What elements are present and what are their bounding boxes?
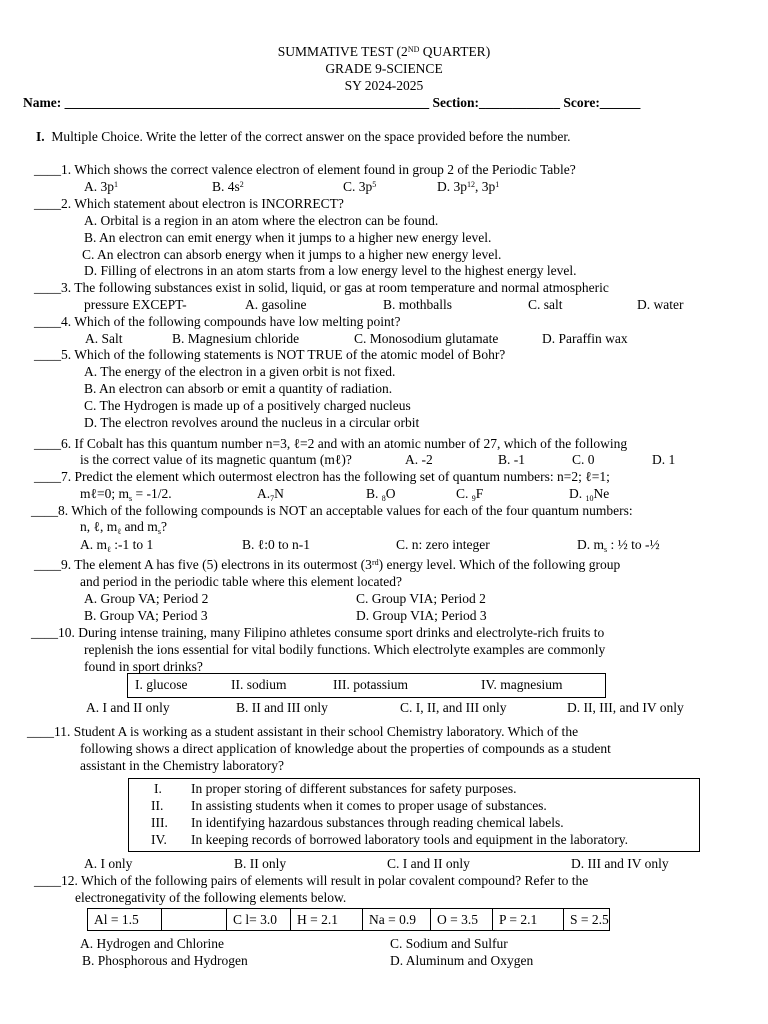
- question-3-stem: ____3. The following substances exist in solid, liquid, or gas at room temperature and normal atmospheric: [34, 280, 609, 295]
- list-item-number: III.: [151, 815, 168, 830]
- question-10-stem: ____10. During intense training, many Filipino athletes consume sport drinks and electrolyte-rich fruits to: [31, 625, 605, 640]
- q4-option-d: D. Paraffin wax: [542, 331, 628, 346]
- q9-option-a: A. Group VA; Period 2: [84, 591, 209, 606]
- q4-option-b: B. Magnesium chloride: [172, 331, 300, 346]
- list-item-number: II.: [151, 798, 164, 813]
- q7-option-d: D. $_{10}$Ne: [569, 486, 610, 503]
- score-label: Score:: [563, 95, 600, 110]
- question-7-stem-cont: mℓ=0; $m_s = -1/2$.: [80, 486, 172, 503]
- grade-line: GRADE 9-SCIENCE: [325, 61, 443, 76]
- electrolyte-item: I. glucose: [135, 677, 188, 692]
- list-item-number: IV.: [151, 832, 167, 847]
- question-11-stem-cont-2: assistant in the Chemistry laboratory?: [80, 758, 284, 773]
- q11-option-c: C. I and II only: [387, 856, 470, 871]
- question-9-stem-cont: and period in the periodic table where this element located?: [80, 574, 402, 589]
- q2-option-a: A. Orbital is a region in an atom where the electron can be found.: [84, 213, 439, 228]
- q1-option-d: D. $3p^{12}$, $3p^1$: [437, 179, 500, 194]
- list-item-text: In keeping records of borrowed laboratory tools and equipment in the laboratory.: [191, 832, 628, 847]
- question-5-stem: ____5. Which of the following statements is NOT TRUE of the atomic model of Bohr?: [34, 347, 506, 362]
- question-9-stem: ____9. The element A has five (5) electrons in its outermost (3rd) energy level. Which of the following group: [34, 557, 621, 572]
- question-11-stem: ____11. Student A is working as a student assistant in their school Chemistry laboratory. Which of the: [27, 724, 579, 739]
- test-title: SUMMATIVE TEST (2ND QUARTER): [277, 44, 491, 59]
- table-cell: H = 2.1: [291, 909, 363, 931]
- question-2-stem: ____2. Which statement about electron is INCORRECT?: [34, 196, 344, 211]
- table-cell: P = 2.1: [493, 909, 564, 931]
- q6-option-c: C. 0: [572, 452, 595, 467]
- question-12-stem: ____12. Which of the following pairs of elements will result in polar covalent compound? Refer to the: [34, 873, 589, 888]
- list-item-number: I.: [154, 781, 162, 796]
- list-item-text: In proper storing of different substances for safety purposes.: [191, 781, 517, 796]
- q7-option-c: C. $_9$F: [456, 486, 484, 503]
- q12-option-a: A. Hydrogen and Chlorine: [80, 936, 224, 951]
- q10-option-b: B. II and III only: [236, 700, 328, 715]
- name-field[interactable]: ______________________________________________________: [64, 95, 430, 110]
- list-item-text: In assisting students when it comes to proper usage of substances.: [191, 798, 547, 813]
- question-4-stem: ____4. Which of the following compounds have low melting point?: [34, 314, 401, 329]
- question-3-stem-cont: pressure EXCEPT-: [84, 297, 187, 312]
- q9-option-c: C. Group VIA; Period 2: [356, 591, 486, 606]
- q8-option-b: B. ℓ:0 to n-1: [242, 537, 310, 552]
- school-year: SY 2024-2025: [344, 78, 424, 93]
- list-item-text: In identifying hazardous substances through reading chemical labels.: [191, 815, 564, 830]
- q9-option-d: D. Group VIA; Period 3: [356, 608, 487, 623]
- electrolyte-item: II. sodium: [231, 677, 287, 692]
- q1-option-a: A. $3p^1$: [84, 179, 118, 194]
- q5-option-c: C. The Hydrogen is made up of a positively charged nucleus: [84, 398, 411, 413]
- q4-option-c: C. Monosodium glutamate: [354, 331, 499, 346]
- q2-option-d: D. Filling of electrons in an atom starts from a low energy level to the highest energy level.: [84, 263, 577, 278]
- q7-option-b: B. $_8$O: [366, 486, 396, 503]
- q7-option-a: $A._7N$: [257, 486, 284, 503]
- q10-option-c: C. I, II, and III only: [400, 700, 507, 715]
- q3-option-d: D. water: [637, 297, 684, 312]
- electronegativity-table: [87, 908, 610, 931]
- section-field[interactable]: ____________: [478, 95, 560, 110]
- q5-option-b: B. An electron can absorb or emit a quantity of radiation.: [84, 381, 393, 396]
- q10-option-a: A. I and II only: [86, 700, 170, 715]
- q12-option-b: B. Phosphorous and Hydrogen: [82, 953, 248, 968]
- part-instructions: I. Multiple Choice. Write the letter of the correct answer on the space provided before the number.: [36, 129, 571, 144]
- q11-option-d: D. III and IV only: [571, 856, 669, 871]
- q5-option-a: A. The energy of the electron in a given orbit is not fixed.: [84, 364, 396, 379]
- info-line: [23, 95, 640, 111]
- table-cell: C l= 3.0: [227, 909, 291, 931]
- table-cell: Al = 1.5: [88, 909, 162, 931]
- q8-option-a: A. $m_\ell$ :-1 to 1: [80, 537, 154, 554]
- question-10-stem-cont-2: found in sport drinks?: [84, 659, 203, 674]
- table-cell: O = 3.5: [431, 909, 493, 931]
- electrolyte-item: III. potassium: [333, 677, 408, 692]
- score-field[interactable]: ______: [599, 95, 641, 110]
- question-1-stem: ____1. Which shows the correct valence electron of element found in group 2 of the Periodic Table?: [34, 162, 576, 177]
- q6-option-b: B. -1: [498, 452, 525, 467]
- section-label: Section:: [432, 95, 479, 110]
- question-12-stem-cont: electronegativity of the following elements below.: [75, 890, 347, 905]
- q6-option-d: D. 1: [652, 452, 676, 467]
- electrolyte-item: IV. magnesium: [481, 677, 563, 692]
- q2-option-c: C. An electron can absorb energy when it jumps to a higher new energy level.: [82, 247, 502, 262]
- table-cell: S = 2.5: [564, 909, 610, 931]
- q4-option-a: A. Salt: [85, 331, 123, 346]
- q3-option-b: B. mothballs: [383, 297, 453, 312]
- q1-option-b: B. $4s^2$: [212, 179, 244, 194]
- q9-option-b: B. Group VA; Period 3: [84, 608, 208, 623]
- question-6-stem: ____6. If Cobalt has this quantum number n=3, ℓ=2 and with an atomic number of 27, which of the following: [34, 436, 628, 451]
- q11-option-a: A. I only: [84, 856, 133, 871]
- q5-option-d: D. The electron revolves around the nucleus in a circular orbit: [84, 415, 420, 430]
- name-label: Name:: [23, 95, 62, 110]
- question-7-stem: ____7. Predict the element which outermost electron has the following set of quantum numbers: n=2; ℓ=1;: [34, 469, 610, 484]
- question-6-stem-cont: is the correct value of its magnetic quantum (mℓ)?: [80, 452, 352, 467]
- q8-option-c: C. n: zero integer: [396, 537, 490, 552]
- q11-option-b: B. II only: [234, 856, 287, 871]
- q10-option-d: D. II, III, and IV only: [567, 700, 684, 715]
- q3-option-a: A. gasoline: [245, 297, 307, 312]
- q12-option-c: C. Sodium and Sulfur: [390, 936, 508, 951]
- question-10-stem-cont: replenish the ions essential for vital bodily functions. Which electrolyte examples are commonly: [84, 642, 606, 657]
- q2-option-b: B. An electron can emit energy when it jumps to a higher new energy level.: [84, 230, 492, 245]
- q3-option-c: C. salt: [528, 297, 563, 312]
- q12-option-d: D. Aluminum and Oxygen: [390, 953, 534, 968]
- question-8-stem-cont: n, ℓ, $m_\ell$ and $m_s$?: [80, 519, 167, 536]
- q1-option-c: C. $3p^5$: [343, 179, 377, 194]
- question-8-stem: ____8. Which of the following compounds is NOT an acceptable values for each of the four quantum numbers:: [31, 503, 633, 518]
- table-cell: [162, 909, 227, 931]
- question-11-stem-cont: following shows a direct application of knowledge about the properties of compounds as a student: [80, 741, 611, 756]
- q6-option-a: A. -2: [405, 452, 433, 467]
- q8-option-d: D. $m_s$ : ½ to -½: [577, 537, 660, 554]
- table-cell: Na = 0.9: [363, 909, 431, 931]
